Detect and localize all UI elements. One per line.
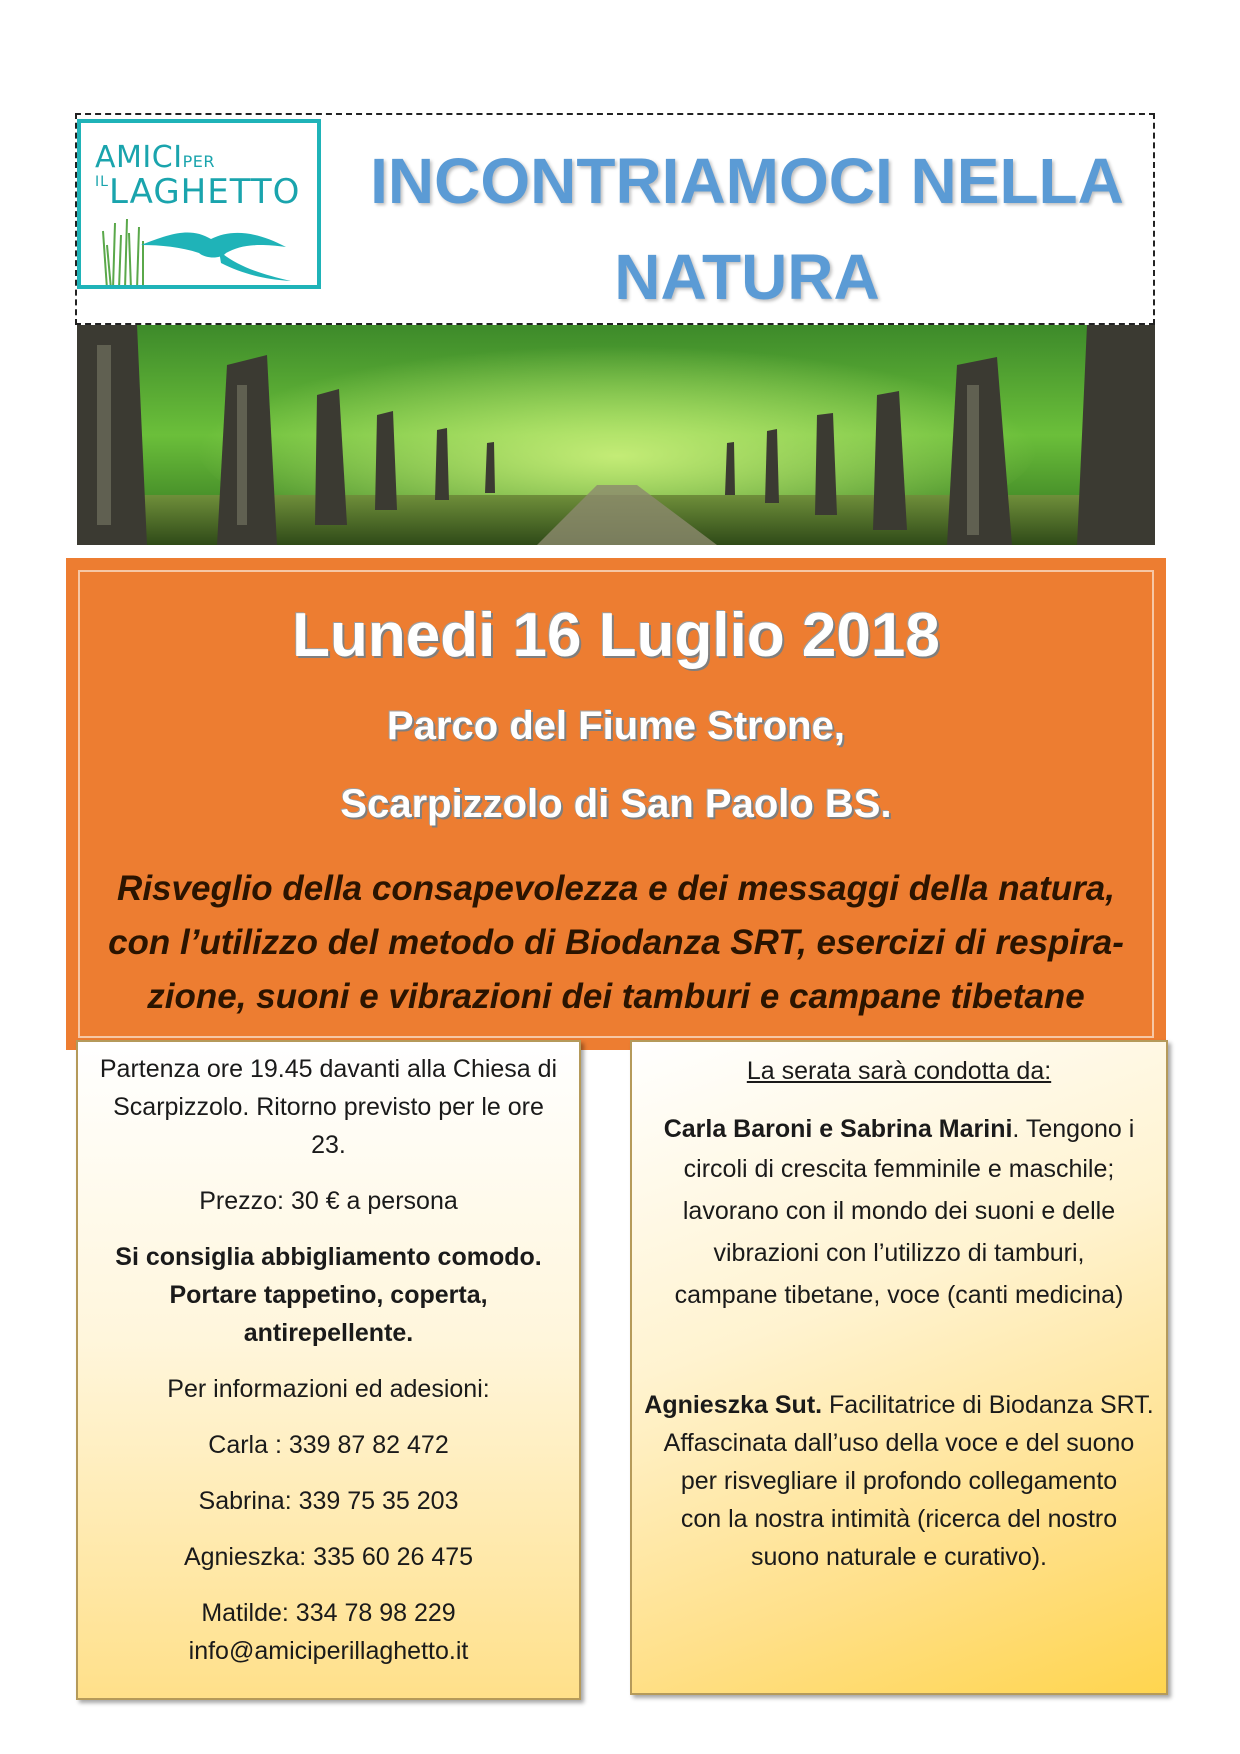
- hosts-title: La serata sarà condotta da:: [746, 1057, 1052, 1085]
- host2-line3: per risvegliare il profondo collegamento: [680, 1467, 1118, 1495]
- event-date: Lunedi 16 Luglio 2018: [292, 601, 940, 670]
- host1-line5: campane tibetane, voce (canti medicina): [674, 1281, 1124, 1309]
- hosts-box: [630, 1040, 1168, 1695]
- host1-line4: vibrazioni con l’utilizzo di tamburi,: [713, 1239, 1085, 1267]
- advice-line2: Portare tappetino, coperta,: [169, 1281, 488, 1309]
- host2-line4: con la nostra intimità (ricerca del nostro: [680, 1505, 1118, 1533]
- contact-carla: Carla : 339 87 82 472: [208, 1431, 449, 1459]
- departure-line2: Scarpizzolo. Ritorno previsto per le ore: [113, 1093, 544, 1121]
- page-title: INCONTRIAMOCI NELLA NATURA: [370, 145, 1124, 313]
- advice-line1: Si consiglia abbigliamento comodo.: [115, 1243, 542, 1271]
- event-place-line2: Scarpizzolo di San Paolo BS.: [340, 782, 892, 826]
- advice-line3: antirepellente.: [243, 1319, 414, 1347]
- host1-name: Carla Baroni e Sabrina Marini: [663, 1115, 1013, 1143]
- forest-photo: [77, 325, 1155, 545]
- bird-reeds-icon: [81, 193, 317, 289]
- host2-line2: Affascinata dall’uso della voce e del suono: [663, 1429, 1135, 1457]
- contact-sabrina: Sabrina: 339 75 35 203: [198, 1487, 459, 1515]
- logo-text: AMICIPER $^{IL}$LAGHETTO: [95, 140, 301, 212]
- event-description: Risveglio della consapevolezza e dei messaggi della natura, con l’utilizzo del metodo di Biodanza SRT, esercizi di respira- zione, suoni e vibrazioni dei tamburi e campane tibetane: [108, 869, 1124, 1016]
- host2-name: Agnieszka Sut.: [644, 1391, 823, 1419]
- host2-line1: Agnieszka Sut. Facilitatrice di Biodanza SRT.: [644, 1391, 1154, 1419]
- logo: [77, 119, 321, 289]
- host2-line5: suono naturale e curativo).: [750, 1543, 1047, 1571]
- departure-line1: Partenza ore 19.45 davanti alla Chiesa di: [99, 1055, 558, 1083]
- event-place-line1: Parco del Fiume Strone,: [387, 704, 845, 748]
- contacts-title: Per informazioni ed adesioni:: [167, 1375, 490, 1403]
- host1-line2: circoli di crescita femminile e maschile;: [683, 1155, 1115, 1183]
- info-box: [76, 1040, 581, 1700]
- departure-line3: 23.: [311, 1131, 346, 1159]
- host1-line3: lavorano con il mondo dei suoni e delle: [682, 1197, 1116, 1225]
- email-link[interactable]: info@amiciperillaghetto.it: [188, 1637, 469, 1665]
- host1-line1: Carla Baroni e Sabrina Marini. Tengono i: [663, 1115, 1135, 1143]
- contact-agnieszka: Agnieszka: 335 60 26 475: [183, 1543, 474, 1571]
- event-box: [66, 558, 1166, 1050]
- contact-matilde: Matilde: 334 78 98 229: [201, 1599, 456, 1627]
- price: Prezzo: 30 € a persona: [199, 1187, 458, 1215]
- header: [75, 113, 1155, 325]
